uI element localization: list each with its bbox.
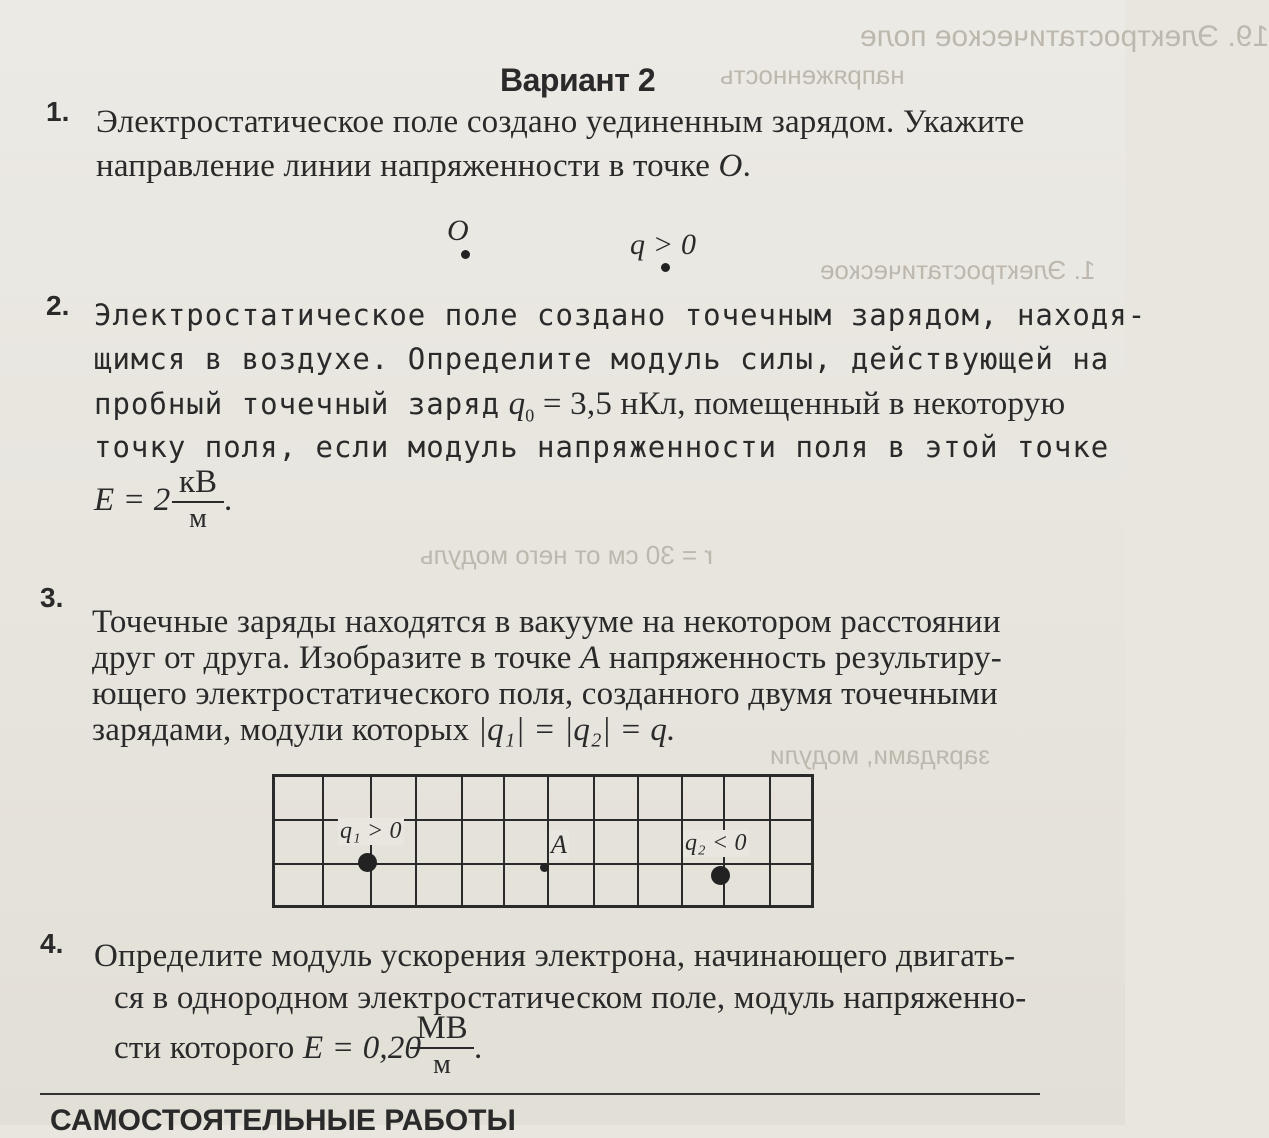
problem-4-line-3	[114, 1030, 421, 1067]
variant-title: Вариант 2	[500, 62, 656, 98]
grid-q2-label: q₂ < 0	[685, 830, 747, 856]
bleed-through-text: r = 30 см от него модуль	[420, 540, 714, 570]
problem-4-number: 4.	[40, 928, 64, 959]
problem-4-text: сти которого	[114, 1030, 295, 1066]
problem-3-text-end: зарядами, модули которых	[92, 712, 470, 748]
problem-3-number: 3.	[40, 582, 64, 613]
unit-numerator: МВ	[410, 1010, 474, 1049]
charge-q1-dot	[358, 853, 377, 872]
e-field-unit-fraction	[172, 464, 224, 535]
problem-3-line-3: ющего электростатического поля, созданного двумя точечными	[92, 676, 998, 712]
e-field-prefix: E = 2	[94, 482, 171, 518]
bleed-through-text: 1. Электростатическое	[820, 255, 1096, 285]
q0-subscript: 0	[525, 405, 535, 426]
problem-1-number: 1.	[46, 96, 70, 127]
problem-2-line-4: точку поля, если модуль напряженности поля в этой точке	[94, 430, 1110, 464]
bleed-through-text: напряженность	[720, 60, 905, 90]
problem-4-line-1: Определите модуль ускорения электрона, начинающего двигать-	[94, 938, 1016, 974]
grid-a-label: A	[551, 830, 568, 859]
point-a-dot	[540, 863, 549, 872]
period: .	[224, 482, 233, 518]
bleed-through-text: 19. Электростатическое поле	[860, 20, 1269, 53]
point-a-inline: A	[580, 640, 601, 676]
problem-2-line-3	[94, 386, 1065, 427]
problem-3-text: друг от друга. Изобразите в точке	[92, 640, 572, 676]
point-o-label: O	[447, 214, 469, 247]
point-o-inline: O	[718, 148, 743, 184]
problem-1-line-2: направление линии напряженности в точке O.	[96, 148, 752, 184]
problem-1-line-1: Электростатическое поле создано уединенным зарядом. Укажите	[96, 104, 1025, 140]
problem-2-text-cont: помещенный в некоторую	[694, 386, 1066, 422]
problem-3-line-2	[92, 640, 1002, 677]
problem-1-text: направление линии напряженности в точке	[96, 148, 711, 184]
charge-q-dot	[661, 263, 670, 272]
footer-section-title: САМОСТОЯТЕЛЬНЫЕ РАБОТЫ	[50, 1104, 516, 1137]
problem-3-line-4	[92, 712, 676, 749]
problem-3-text-cont: напряженность результиру-	[608, 640, 1002, 676]
period: .	[474, 1030, 483, 1066]
problem-4-line-2: ся в однородном электростатическом поле, модуль напряженно-	[114, 980, 1027, 1016]
abs-expression: |q₁| = |q₂| = q.	[477, 712, 676, 748]
e-value: E = 0,20	[302, 1030, 422, 1066]
problem-3-line-1: Точечные заряды находятся в вакууме на некотором расстоянии	[92, 604, 1001, 640]
unit-numerator: кВ	[172, 464, 224, 503]
unit-denominator: м	[189, 503, 207, 534]
e-unit-fraction	[410, 1010, 474, 1081]
bleed-through-text: зарядами, модули	[770, 740, 991, 770]
charge-q2-dot	[711, 866, 730, 885]
q0-symbol: q	[508, 386, 526, 422]
point-o-dot	[461, 250, 470, 259]
problem-2-text: пробный точечный заряд	[94, 387, 501, 421]
bottom-divider	[40, 1093, 1040, 1095]
problem-2-number: 2.	[46, 290, 70, 321]
grid-q1-label: q₁ > 0	[340, 818, 402, 844]
problem-2-line-1: Электростатическое поле создано точечным зарядом, находя-	[94, 298, 1147, 332]
problem-2-line-2: щимся в воздухе. Определите модуль силы, действующей на	[94, 342, 1110, 376]
q0-value: = 3,5 нКл,	[542, 386, 686, 422]
charge-q-label: q > 0	[630, 228, 697, 261]
unit-denominator: м	[433, 1049, 451, 1080]
